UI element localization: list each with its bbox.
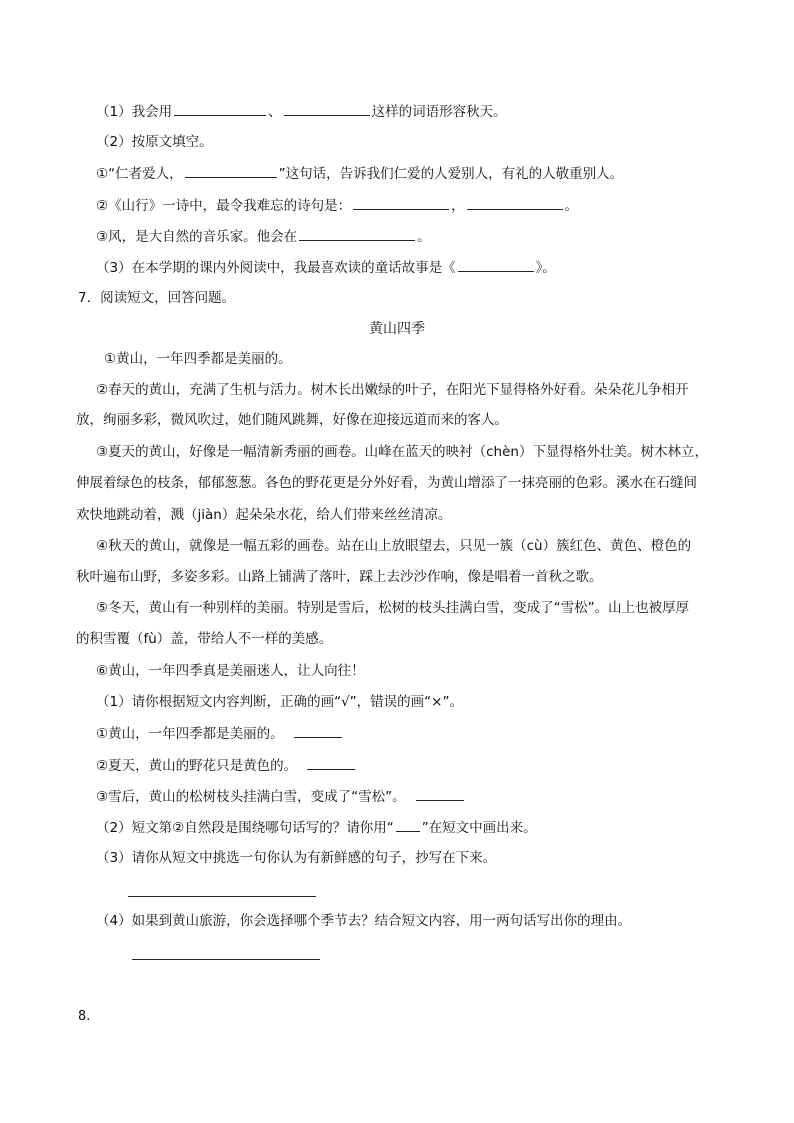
q7-sub4: （4）如果到黄山旅游，你会选择哪个季节去？结合短文内容，用一两句话写出你的理由。 xyxy=(96,913,632,929)
passage-para4-line2: 秋叶遍布山野，多姿多彩。山路上铺满了落叶，踩上去沙沙作响，像是唱着一首秋之歌。 xyxy=(76,569,603,585)
q6-item1-suffix: ”这句话，告诉我们仁爱的人爱别人，有礼的人敬重别人。 xyxy=(278,166,624,182)
answer-blank[interactable] xyxy=(353,195,449,210)
q7-sub2 xyxy=(96,817,537,838)
q6-item3-prefix: ③风，是大自然的音乐家。他会在 xyxy=(96,229,298,245)
q6-part1-suffix: 这样的词语形容秋天。 xyxy=(371,104,507,120)
q6-part2-item1 xyxy=(96,163,623,184)
answer-line[interactable] xyxy=(132,959,320,960)
answer-blank[interactable] xyxy=(294,723,342,738)
answer-blank[interactable] xyxy=(185,163,277,178)
q6-item1-prefix: ①“仁者爱人， xyxy=(96,166,183,182)
q6-part2: （2）按原文填空。 xyxy=(96,134,213,150)
answer-line[interactable] xyxy=(128,896,316,897)
q7-sub1-item2 xyxy=(96,755,357,776)
q7-sub1-item3 xyxy=(96,786,466,807)
answer-blank[interactable] xyxy=(458,257,534,272)
q8-heading: 8． xyxy=(78,1008,100,1024)
passage-para3-line1: ③夏天的黄山，好像是一幅清新秀丽的画卷。山峰在蓝天的映衬（chèn）下显得格外壮美。树木林立， xyxy=(96,444,708,460)
q6-part1 xyxy=(96,101,507,122)
answer-blank[interactable] xyxy=(284,101,370,116)
q7-sub1-item3-text: ③雪后，黄山的松树枝头挂满白雪，变成了“雪松”。 xyxy=(96,789,406,805)
q6-part3-prefix: （3）在本学期的课内外阅读中，我最喜欢读的童话故事是《 xyxy=(96,260,456,276)
passage-para4-line1: ④秋天的黄山，就像是一幅五彩的画卷。站在山上放眼望去，只见一簇（cù）簇红色、黄色、橙色的 xyxy=(96,538,692,554)
q6-part1-prefix: （1）我会用 xyxy=(96,104,173,120)
q6-part3-suffix: 》。 xyxy=(535,260,556,276)
passage-para6: ⑥黄山，一年四季真是美丽迷人，让人向往！ xyxy=(96,663,365,679)
q6-item3-suffix: 。 xyxy=(417,229,431,245)
answer-blank[interactable] xyxy=(467,195,563,210)
q7-sub1: （1）请你根据短文内容判断，正确的画“√”，错误的画“×”。 xyxy=(96,694,463,710)
answer-blank[interactable] xyxy=(307,755,355,770)
passage-para3-line2: 伸展着绿色的枝条，郁郁葱葱。各色的野花更是分外好看，为黄山增添了一抹亮丽的色彩。溪水在石缝间 xyxy=(76,475,697,491)
q7-sub1-item2-text: ②夏天，黄山的野花只是黄色的。 xyxy=(96,758,298,774)
q7-sub1-item1-text: ①黄山，一年四季都是美丽的。 xyxy=(96,726,284,742)
q6-part1-separator: 、 xyxy=(268,104,282,120)
answer-blank[interactable] xyxy=(174,101,266,116)
q6-part2-item3 xyxy=(96,226,431,247)
answer-blank[interactable] xyxy=(416,786,464,801)
q6-item2-suffix: 。 xyxy=(564,198,579,214)
passage-para2-line1: ②春天的黄山，充满了生机与活力。树木长出嫩绿的叶子，在阳光下显得格外好看。朵朵花儿争相开 xyxy=(96,382,689,398)
q6-part2-item2 xyxy=(96,195,578,216)
q7-sub2-suffix: ”在短文中画出来。 xyxy=(421,820,537,836)
q6-item2-prefix: ②《山行》一诗中，最令我难忘的诗句是： xyxy=(96,198,352,214)
passage-para2-line2: 放，绚丽多彩，微风吹过，她们随风跳舞，好像在迎接远道而来的客人。 xyxy=(76,412,508,428)
passage-para5-line2: 的积雪覆（fù）盖，带给人不一样的美感。 xyxy=(76,631,333,647)
q7-sub1-item1 xyxy=(96,723,344,744)
q7-sub2-prefix: （2）短文第②自然段是围绕哪句话写的？请你用“ xyxy=(96,820,394,836)
passage-para5-line1: ⑤冬天，黄山有一种别样的美丽。特别是雪后，松树的枝头挂满白雪，变成了“雪松”。山上也被厚厚 xyxy=(96,600,690,616)
passage-title: 黄山四季 xyxy=(369,321,425,337)
q6-part3 xyxy=(96,257,556,278)
passage-para1: ①黄山，一年四季都是美丽的。 xyxy=(104,351,292,367)
underline-sample xyxy=(396,817,420,832)
q6-item2-separator: ， xyxy=(451,198,465,214)
q7-heading: 7．阅读短文，回答问题。 xyxy=(78,290,236,306)
answer-blank[interactable] xyxy=(299,226,415,241)
q7-sub3: （3）请你从短文中挑选一句你认为有新鲜感的句子，抄写在下来。 xyxy=(96,850,497,866)
passage-para3-line3: 欢快地跳动着，溅（jiàn）起朵朵水花，给人们带来丝丝清凉。 xyxy=(76,507,452,523)
